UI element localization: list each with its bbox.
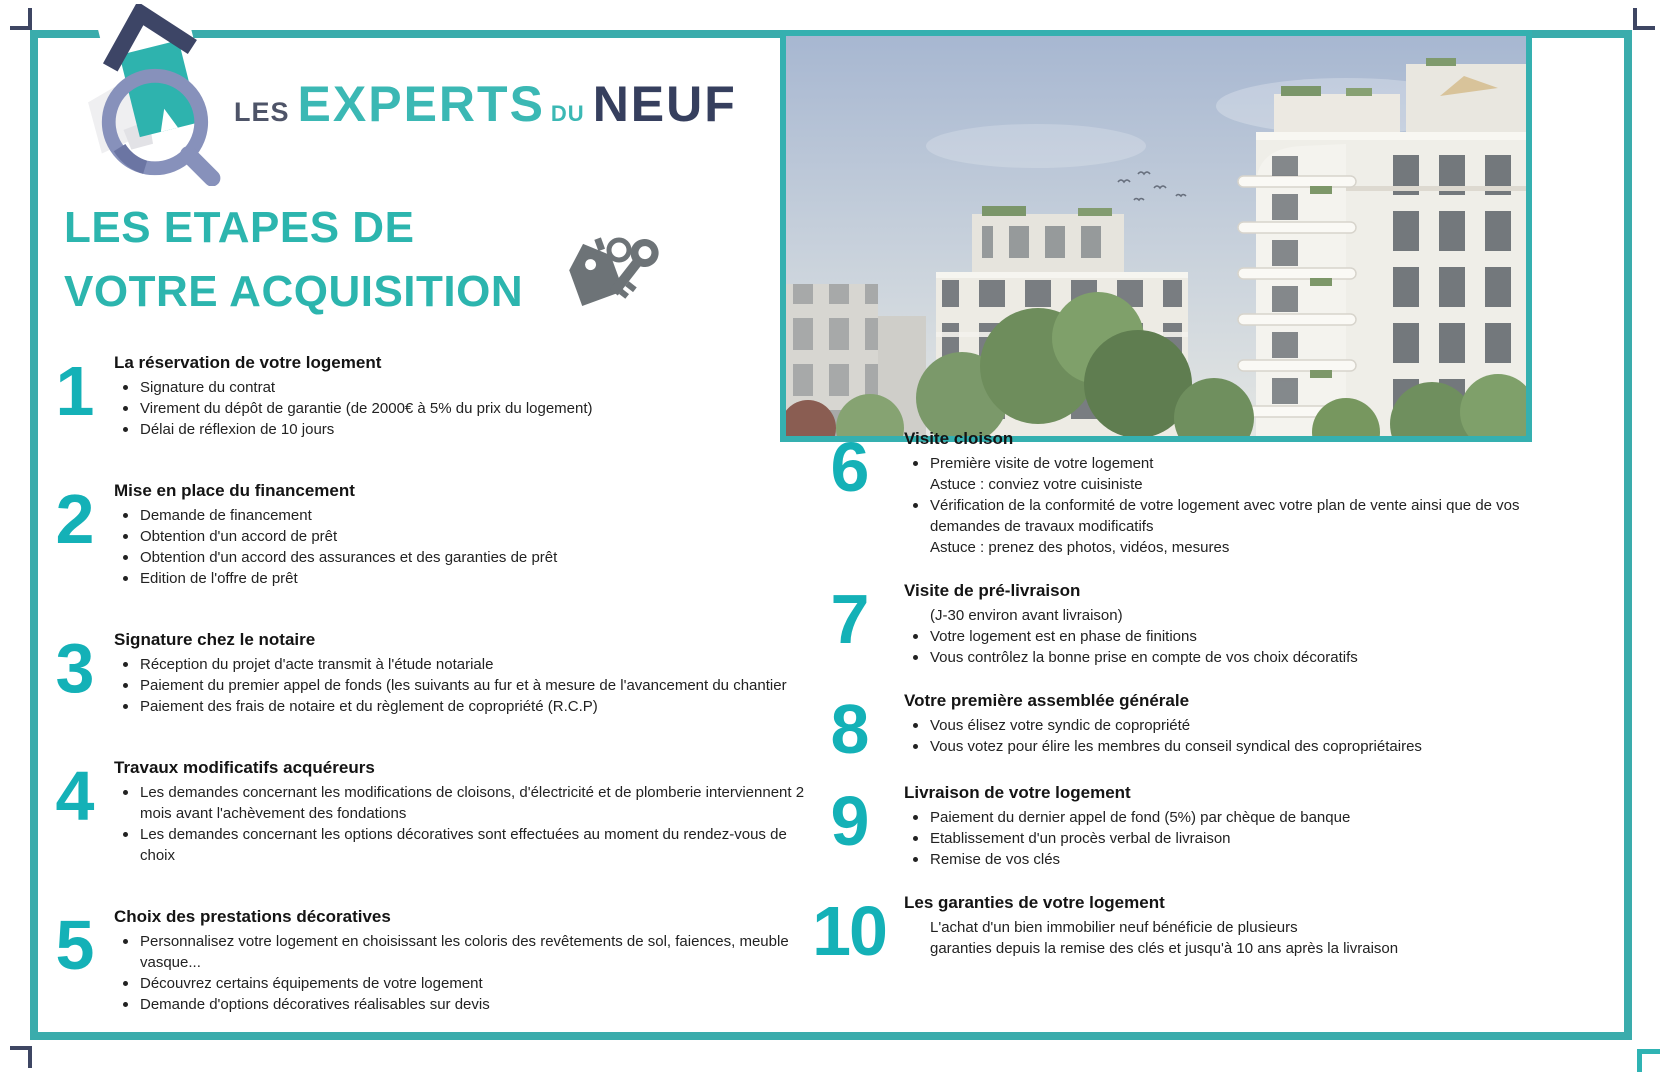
- step-note-line: L'achat d'un bien immobilier neuf bénéficie de plusieurs: [930, 918, 1298, 936]
- step-bullet-item: Signature du contrat: [114, 377, 821, 398]
- step-number: 4: [55, 757, 93, 835]
- steps-column-left: [46, 352, 821, 1055]
- step-body: [892, 892, 1581, 959]
- step-bullet-item: Paiement du dernier appel de fond (5%) par chèque de banque: [904, 807, 1581, 828]
- step-number: 1: [55, 352, 93, 430]
- step-item-list: [114, 505, 821, 589]
- step-bullet-item: Première visite de votre logement: [904, 453, 1581, 474]
- step-item-list: [904, 807, 1581, 870]
- brand-logo: [84, 4, 737, 186]
- house-magnifier-icon: [84, 4, 222, 186]
- step-item-list: [904, 605, 1581, 668]
- step-item-list: [904, 917, 1581, 959]
- step-2: [46, 480, 821, 589]
- step-body: [102, 906, 821, 1015]
- step-number: 8: [830, 690, 868, 768]
- page-title: [64, 196, 523, 324]
- page-title-line-1: LES ETAPES DE: [64, 203, 415, 252]
- step-9: [806, 782, 1581, 870]
- brand-word-du: DU: [550, 101, 585, 126]
- step-10: [806, 891, 1581, 970]
- step-title: Livraison de votre logement: [904, 782, 1131, 802]
- step-bullet-item: Edition de l'offre de prêt: [114, 568, 821, 589]
- step-8: [806, 690, 1581, 768]
- step-bullet-item: Les demandes concernant les modifications de cloisons, d'électricité et de plomberie interviennent 2 mois avant l'achèvement des fondations: [114, 782, 821, 824]
- step-body: [892, 690, 1581, 757]
- step-title: Les garanties de votre logement: [904, 892, 1165, 912]
- house-keys-icon: [562, 222, 666, 318]
- step-bullet-item: Vous élisez votre syndic de copropriété: [904, 715, 1581, 736]
- step-body: [102, 480, 821, 589]
- step-title: La réservation de votre logement: [114, 353, 382, 372]
- brand-wordmark: [234, 75, 737, 133]
- step-bullet-item: Personnalisez votre logement en choisissant les coloris des revêtements de sol, faiences, meuble vasque...: [114, 931, 821, 973]
- step-number: 7: [830, 580, 868, 658]
- step-body: [892, 782, 1581, 870]
- brand-word-experts: EXPERTS: [297, 76, 545, 132]
- step-title: Visite de pré-livraison: [904, 581, 1081, 600]
- brand-word-neuf: NEUF: [592, 76, 737, 132]
- step-body: [892, 428, 1581, 558]
- step-3: [46, 629, 821, 717]
- step-1: [46, 352, 821, 440]
- corner-mark-bottom-left: [10, 1046, 32, 1068]
- steps-column-right: [806, 428, 1581, 983]
- corner-mark-top-right: [1633, 8, 1655, 30]
- step-7: [806, 580, 1581, 668]
- step-bullet-item: Paiement des frais de notaire et du règlement de copropriété (R.C.P): [114, 696, 821, 717]
- step-body: [102, 757, 821, 866]
- step-bullet-item: Délai de réflexion de 10 jours: [114, 419, 821, 440]
- page-title-line-2: VOTRE ACQUISITION: [64, 267, 524, 316]
- step-title: Votre première assemblée générale: [904, 691, 1190, 710]
- building-rendering-image: [780, 30, 1532, 442]
- step-title: Signature chez le notaire: [114, 630, 316, 649]
- step-bullet-item: Vous votez pour élire les membres du conseil syndical des copropriétaires: [904, 736, 1581, 757]
- corner-mark-bottom-right: [1637, 1049, 1660, 1072]
- corner-mark-top-left: [10, 8, 32, 30]
- step-item-list: [114, 377, 821, 440]
- step-title: Mise en place du financement: [114, 481, 355, 500]
- step-bullet-item: Etablissement d'un procès verbal de livraison: [904, 828, 1581, 849]
- step-4: [46, 757, 821, 866]
- step-note-line: garanties depuis la remise des clés et jusqu'à 10 ans après la livraison: [930, 939, 1399, 957]
- step-number: 3: [55, 629, 93, 707]
- step-note-line: Astuce : conviez votre cuisiniste: [930, 476, 1143, 493]
- step-bullet-item: Les demandes concernant les options décoratives sont effectuées au moment du rendez-vous de choix: [114, 824, 821, 866]
- step-6: [806, 428, 1581, 558]
- step-item-list: [114, 931, 821, 1015]
- step-bullet-item: Demande de financement: [114, 505, 821, 526]
- step-bullet-item: Obtention d'un accord de prêt: [114, 526, 821, 547]
- step-5: [46, 906, 821, 1015]
- step-title: Choix des prestations décoratives: [114, 907, 391, 926]
- step-note-line: Astuce : prenez des photos, vidéos, mesures: [930, 539, 1230, 556]
- step-bullet-item: Paiement du premier appel de fonds (les suivants au fur et à mesure de l'avancement du chantier: [114, 675, 821, 696]
- step-item-list: [904, 715, 1581, 757]
- step-item-list: [114, 654, 821, 717]
- step-note-line: (J-30 environ avant livraison): [930, 607, 1123, 624]
- step-bullet-item: Virement du dépôt de garantie (de 2000€ à 5% du prix du logement): [114, 398, 821, 419]
- step-bullet-item: Votre logement est en phase de finitions: [904, 626, 1581, 647]
- step-item-list: [904, 453, 1581, 558]
- step-number: 10: [812, 891, 886, 970]
- step-bullet-item: Obtention d'un accord des assurances et des garanties de prêt: [114, 547, 821, 568]
- step-number: 9: [830, 781, 868, 860]
- step-title: Visite cloison: [904, 429, 1014, 448]
- step-bullet-item: Réception du projet d'acte transmit à l'étude notariale: [114, 654, 821, 675]
- step-number: 6: [830, 428, 868, 506]
- step-bullet-item: Demande d'options décoratives réalisables sur devis: [114, 994, 821, 1015]
- step-title: Travaux modificatifs acquéreurs: [114, 758, 375, 777]
- brand-word-les: LES: [234, 97, 290, 127]
- building-rendering-art: [786, 36, 1526, 436]
- step-body: [102, 629, 821, 717]
- step-body: [892, 580, 1581, 668]
- step-body: [102, 352, 821, 440]
- step-item-list: [114, 782, 821, 866]
- step-bullet-item: Vérification de la conformité de votre logement avec votre plan de vente ainsi que de vos demandes de travaux modificatifs: [904, 495, 1581, 537]
- step-number: 2: [55, 480, 93, 558]
- step-bullet-item: Découvrez certains équipements de votre logement: [114, 973, 821, 994]
- step-bullet-item: Vous contrôlez la bonne prise en compte de vos choix décoratifs: [904, 647, 1581, 668]
- step-bullet-item: Remise de vos clés: [904, 849, 1581, 870]
- step-number: 5: [55, 906, 93, 984]
